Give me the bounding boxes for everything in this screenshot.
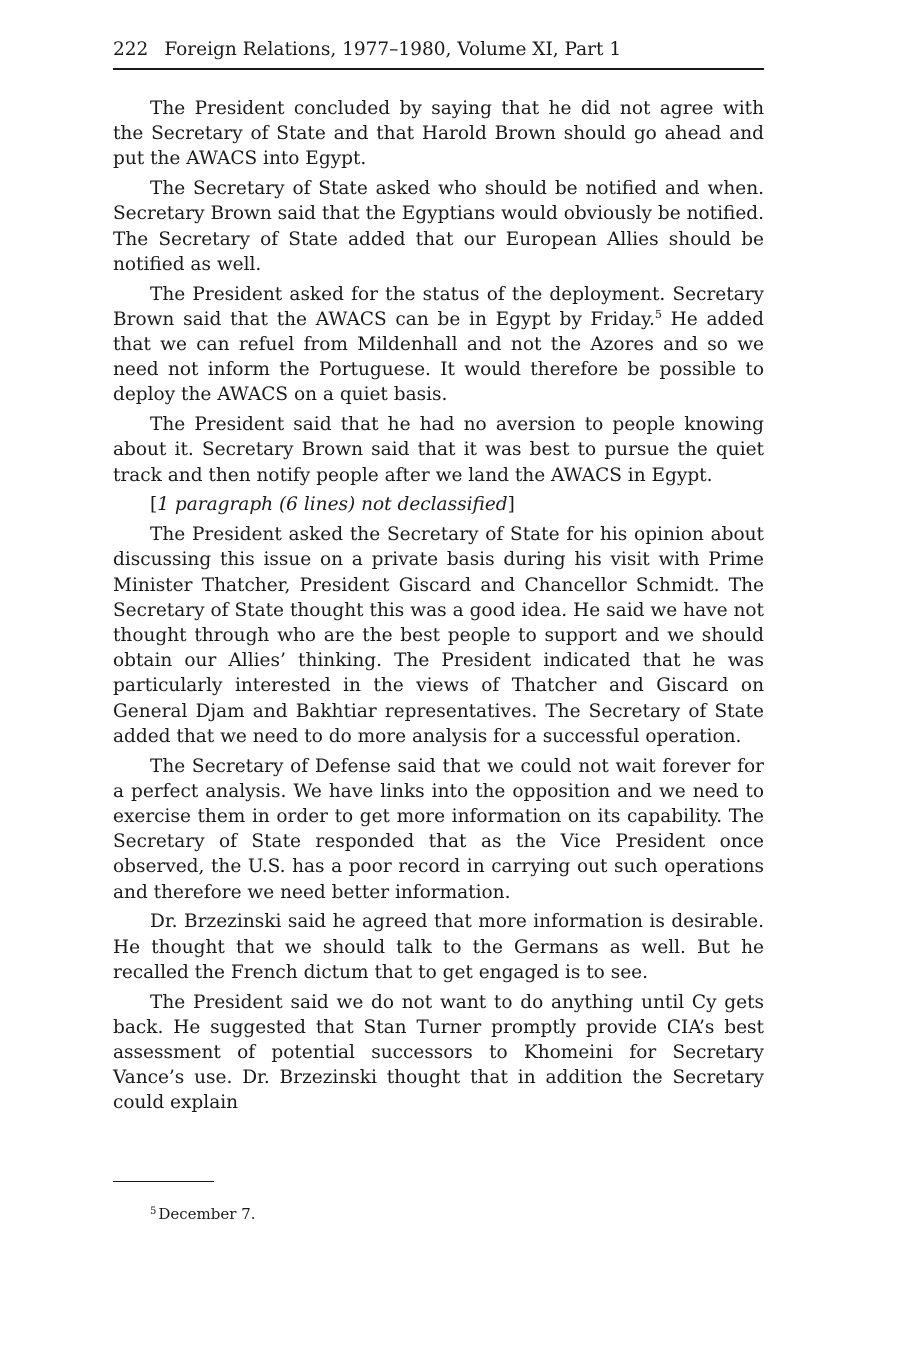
document-page	[113, 38, 764, 1120]
paragraph-3-text-before: The President asked for the status of the deployment. Secretary Brown said that the AWACS can be in Egypt by Friday.	[113, 283, 764, 330]
editorial-note-not-declassified	[113, 492, 764, 517]
footnote-divider	[113, 1181, 214, 1182]
footnote-reference: 5	[654, 307, 662, 321]
running-head	[113, 38, 764, 70]
paragraph-1: The President concluded by saying that he did not agree with the Secretary of State and that Harold Brown should go ahead and put the AWACS into Egypt.	[113, 98, 764, 170]
paragraph-3	[113, 282, 764, 408]
paragraph-4: The President said that he had no aversion to people knowing about it. Secretary Brown said that it was best to pursue the quiet track and then notify people after we land the AWACS in Egypt.	[113, 414, 764, 486]
footnote-number: 5	[150, 1206, 157, 1217]
paragraph-3-text-after: He added that we can refuel from Mildenhall and not the Azores and so we need not inform the Portuguese. It would therefore be possible to deploy the AWACS on a quiet basis.	[113, 308, 764, 406]
paragraph-6: The President asked the Secretary of State for his opinion about discussing this issue on a private basis during his visit with Prime Minister Thatcher, President Giscard and Chancellor Schmidt. The Secretary of State thought this was a good idea. He said we have not thought through who are the best people to support and we should obtain our Allies’ thinking. The President indicated that he was particularly interested in the views of Thatcher and Giscard on General Djam and Bakhtiar representatives. The Secretary of State added that we need to do more analysis for a successful operation.	[113, 524, 764, 747]
body-text	[113, 96, 764, 1116]
close-bracket: ]	[507, 494, 515, 516]
editorial-note-text: 1 paragraph (6 lines) not declassified	[157, 494, 508, 516]
paragraph-7: The Secretary of Defense said that we could not wait forever for a perfect analysis. We have links into the opposition and we need to exercise them in order to get more information on its capability. The Secretary of State responded that as the Vice President once observed, the U.S. has a poor record in carrying out such operations and therefore we need better information.	[113, 755, 764, 903]
footnote-text: December 7.	[158, 1205, 256, 1223]
paragraph-9: The President said we do not want to do anything until Cy gets back. He suggested that Stan Turner promptly provide CIA’s best assessment of potential successors to Khomeini for Secretary Vance’s use. Dr. Brzezinski thought that in addition the Secretary could explain	[113, 991, 764, 1114]
open-bracket: [	[150, 494, 158, 516]
paragraph-2: The Secretary of State asked who should be notified and when. Secretary Brown said that the Egyptians would obviously be notified. The Secretary of State added that our European Allies should be notified as well.	[113, 178, 764, 275]
footnote-5	[150, 1204, 256, 1224]
publication-title: Foreign Relations, 1977–1980, Volume XI, Part 1	[164, 39, 622, 60]
paragraph-8: Dr. Brzezinski said he agreed that more information is desirable. He thought that we should talk to the Germans as well. But he recalled the French dictum that to get engaged is to see.	[113, 911, 764, 983]
page-number: 222	[113, 39, 149, 60]
